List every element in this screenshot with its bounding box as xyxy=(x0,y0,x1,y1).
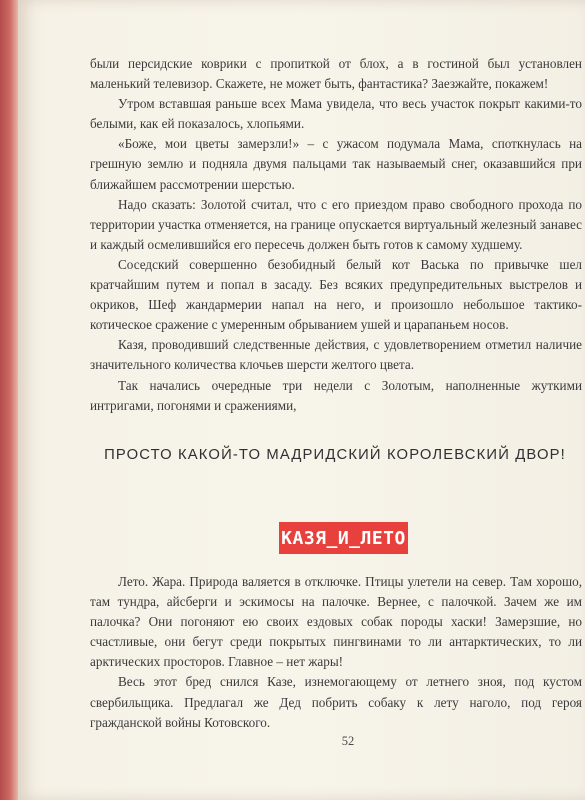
paragraph: Казя, проводивший следственные действия, с удовлетворением отметил наличие значительного количества клочьев шерсти желтого цвета. xyxy=(90,337,582,373)
page-number: 52 xyxy=(341,734,355,748)
paragraph: «Боже, мои цветы замерзли!» – с ужасом подумала Мама, споткнулась на грешную землю и подняла двумя пальцами так называемый снег, оказавшийся при ближайшем рассмотрении шерстью. xyxy=(90,136,582,192)
bottom-text-block xyxy=(90,572,582,733)
chapter-title-plate xyxy=(279,522,408,554)
top-text-block xyxy=(90,54,582,416)
paragraph: Соседский совершенно безобидный белый кот Васька по привычке шел кратчайшим путем и попал в засаду. Без всяких предупредительных выстрелов и окриков, Шеф жандармерии напал на него, и произошло небольшое тактико-котическое сражение с умеренным обрыванием ушей и царапаньем носов. xyxy=(90,256,582,333)
paragraph: были персидские коврики с пропиткой от блох, а в гостиной был установлен маленький телевизор. Скажете, не может быть, фантастика? Заезжайте, покажем! xyxy=(90,56,582,92)
chapter-title: КАЗЯ_И_ЛЕТО xyxy=(281,527,406,549)
paragraph: Утром вставшая раньше всех Мама увидела, что весь участок покрыт какими-то белыми, как ей показалось, хлопьями. xyxy=(90,96,582,132)
section-heading: ПРОСТО КАКОЙ-ТО МАДРИДСКИЙ КОРОЛЕВСКИЙ ДВОР! xyxy=(104,447,566,463)
paragraph: Весь этот бред снился Казе, изнемогающему от летнего зноя, под кустом свербильщика. Предлагал же Дед побрить собаку к лету наголо, под героя гражданской войны Котовского. xyxy=(90,674,582,730)
book-page xyxy=(18,0,585,800)
paragraph: Надо сказать: Золотой считал, что с его приездом право свободного прохода по территории участка отменяется, на границе опускается виртуальный железный занавес и каждый осмелившийся его пересечь должен быть готов к самому худшему. xyxy=(90,196,582,252)
paragraph: Лето. Жара. Природа валяется в отключке. Птицы улетели на север. Там хорошо, там тундра, айсберги и эскимосы на палочке. Вернее, с палочкой. Зачем же им палочка? Они погоняют ею своих ездовых собак породы хаски! Замерзшие, но счастливые, они бегут среди покрытых пингвинами то ли антарктических, то ли арктических просторов. Главное – нет жары! xyxy=(90,574,582,670)
paragraph: Так начались очередные три недели с Золотым, наполненные жуткими интригами, погонями и сражениями, xyxy=(90,377,582,413)
